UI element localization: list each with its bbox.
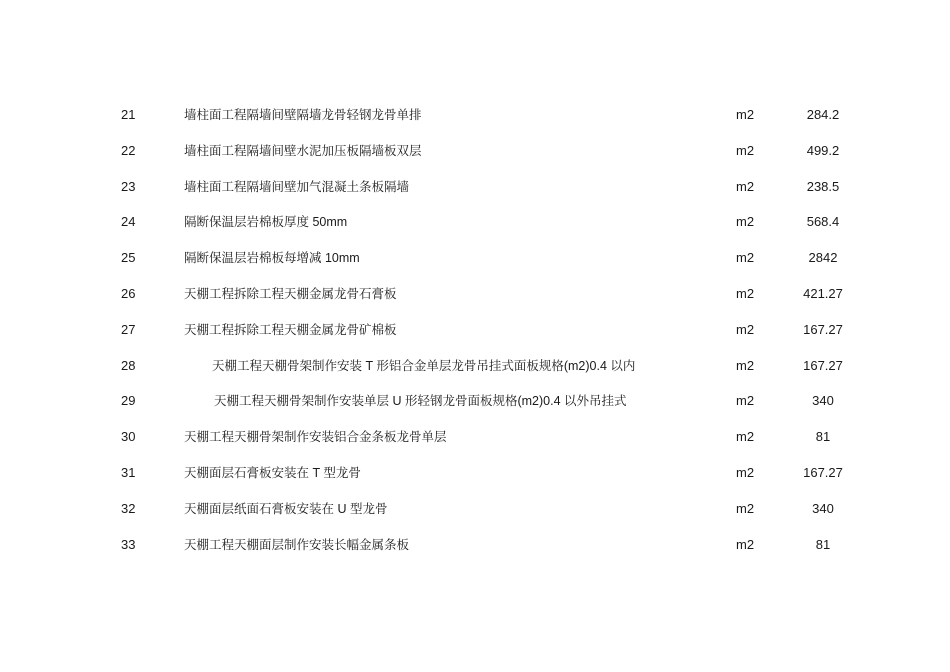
unit: m2 — [736, 536, 755, 552]
item-description: 墙柱面工程隔墙间壁水泥加压板隔墙板双层 — [184, 143, 422, 158]
quantity: 2842 — [808, 250, 838, 266]
item-description: 天棚工程天棚面层制作安装长幅金属条板 — [184, 537, 410, 552]
quantity: 167.27 — [803, 357, 843, 373]
table-row — [0, 240, 950, 276]
item-description: 天棚工程拆除工程天棚金属龙骨矿棉板 — [184, 322, 397, 337]
row-number: 29 — [121, 393, 136, 409]
quantity: 167.27 — [803, 321, 843, 337]
row-number: 25 — [121, 250, 136, 266]
row-number: 22 — [121, 142, 136, 158]
unit: m2 — [736, 107, 755, 122]
unit: m2 — [736, 214, 755, 230]
unit: m2 — [736, 178, 755, 194]
row-number: 28 — [121, 357, 136, 373]
row-number: 27 — [121, 321, 136, 337]
item-description: 墙柱面工程隔墙间壁加气混凝土条板隔墙 — [184, 179, 410, 194]
quantity: 499.2 — [806, 142, 840, 158]
quantity: 284.2 — [806, 107, 840, 122]
row-number: 30 — [121, 429, 136, 445]
unit: m2 — [736, 250, 755, 266]
quantity: 568.4 — [806, 214, 840, 230]
quantity: 238.5 — [806, 178, 840, 194]
unit: m2 — [736, 142, 755, 158]
table-row — [0, 491, 950, 527]
item-description: 隔断保温层岩棉板每增减 10mm — [184, 251, 360, 266]
table-row — [0, 527, 950, 563]
table-row — [0, 133, 950, 169]
item-description: 天棚面层纸面石膏板安装在 U 型龙骨 — [184, 501, 388, 516]
item-description: 天棚面层石膏板安装在 T 型龙骨 — [184, 465, 361, 480]
table-row — [0, 348, 950, 384]
table-row — [0, 312, 950, 348]
quantity-table — [0, 97, 950, 562]
table-row — [0, 204, 950, 240]
item-description: 天棚工程拆除工程天棚金属龙骨石膏板 — [184, 286, 397, 301]
table-row — [0, 169, 950, 205]
quantity: 167.27 — [803, 464, 843, 480]
unit: m2 — [736, 321, 755, 337]
row-number: 33 — [121, 536, 136, 552]
quantity: 340 — [812, 393, 834, 409]
row-number: 23 — [121, 178, 136, 194]
item-description: 天棚工程天棚骨架制作安装 T 形铝合金单层龙骨吊挂式面板规格(m2)0.4 以内 — [212, 358, 636, 373]
unit: m2 — [736, 429, 755, 445]
quantity: 81 — [815, 429, 831, 445]
unit: m2 — [736, 285, 755, 301]
item-description: 隔断保温层岩棉板厚度 50mm — [184, 215, 348, 230]
quantity: 81 — [815, 536, 831, 552]
unit: m2 — [736, 500, 755, 516]
item-description: 墙柱面工程隔墙间壁隔墙龙骨轻钢龙骨单排 — [184, 108, 422, 122]
table-row — [0, 276, 950, 312]
item-description: 天棚工程天棚骨架制作安装铝合金条板龙骨单层 — [184, 430, 447, 445]
quantity: 340 — [812, 500, 834, 516]
table-row — [0, 383, 950, 419]
row-number: 21 — [121, 107, 136, 122]
quantity: 421.27 — [803, 285, 843, 301]
table-row — [0, 455, 950, 491]
item-description: 天棚工程天棚骨架制作安装单层 U 形轻钢龙骨面板规格(m2)0.4 以外吊挂式 — [214, 394, 627, 409]
row-number: 31 — [121, 464, 136, 480]
table-row — [0, 97, 950, 133]
row-number: 32 — [121, 500, 136, 516]
unit: m2 — [736, 357, 755, 373]
table-row — [0, 419, 950, 455]
row-number: 24 — [121, 214, 136, 230]
unit: m2 — [736, 464, 755, 480]
unit: m2 — [736, 393, 755, 409]
row-number: 26 — [121, 285, 136, 301]
